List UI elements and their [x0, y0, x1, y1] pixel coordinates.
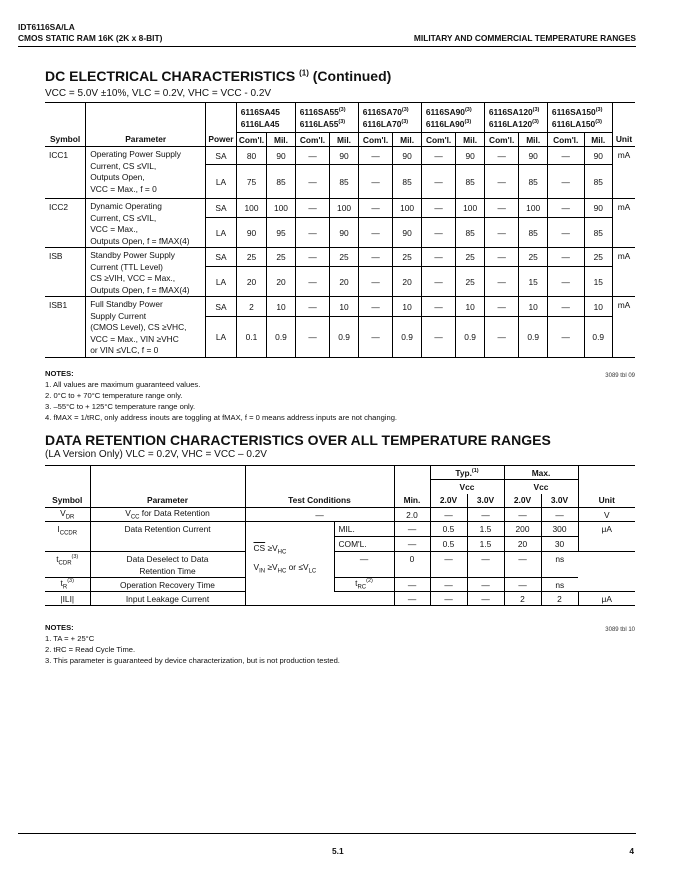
value-cell: —	[358, 267, 393, 297]
col-power: Power	[206, 103, 237, 147]
value-cell: 20	[267, 267, 295, 297]
table-row	[45, 297, 635, 317]
col-vcc: Vcc	[504, 480, 578, 494]
value-cell: —	[295, 165, 330, 199]
cell: 0.5	[430, 522, 467, 537]
cell: —	[394, 537, 430, 552]
part-number: IDT6116SA/LA	[18, 22, 75, 32]
power-cell: LA	[206, 218, 237, 248]
col-max: Max.	[504, 466, 578, 480]
cell: 200	[504, 522, 541, 537]
table-id: 3089 tbl 10	[605, 627, 635, 633]
col-com: Com'l.	[421, 133, 456, 147]
value-cell: —	[547, 317, 584, 357]
cell: —	[504, 508, 541, 522]
value-cell: 25	[456, 248, 484, 267]
col-com: Com'l.	[295, 133, 330, 147]
col-parameter: Parameter	[86, 103, 206, 147]
col-vcc: Vcc	[430, 480, 504, 494]
value-cell: 0.9	[456, 317, 484, 357]
col-com: Com'l.	[358, 133, 393, 147]
power-cell: SA	[206, 199, 237, 218]
value-cell: 25	[393, 248, 421, 267]
notes-title: NOTES:	[45, 369, 74, 378]
value-cell: 90	[456, 147, 484, 165]
cell: $V_{CC}$ for Data Retention	[90, 508, 245, 522]
value-cell: —	[421, 248, 456, 267]
cell: μA	[578, 592, 635, 606]
value-cell: 85	[456, 218, 484, 248]
parameter-cell: Dynamic Operating Current, CS ≤VIL, VCC = Max., Outputs Open, f = fMAX(4)	[86, 199, 206, 248]
symbol-cell: ICC2	[45, 199, 86, 248]
col-mil: Mil.	[330, 133, 358, 147]
table-row	[45, 522, 635, 537]
value-cell: 90	[330, 218, 358, 248]
value-cell: 0.9	[267, 317, 295, 357]
value-cell: —	[358, 317, 393, 357]
value-cell: 10	[267, 297, 295, 317]
value-cell: —	[295, 317, 330, 357]
value-cell: 95	[267, 218, 295, 248]
symbol-cell: ICC1	[45, 147, 86, 199]
value-cell: 75	[236, 165, 267, 199]
cell: COM'L.	[334, 537, 394, 552]
value-cell: —	[295, 199, 330, 218]
value-cell: 90	[584, 199, 612, 218]
col-mil: Mil.	[393, 133, 421, 147]
cell: Data Deselect to Data Retention Time	[90, 552, 245, 578]
col-com: Com'l.	[484, 133, 519, 147]
group-header: 6116SA150$^{(3)}$ 6116LA150$^{(3)}$	[547, 103, 612, 133]
header-rule	[18, 46, 636, 47]
note: 1. All values are maximum guaranteed values.	[45, 380, 201, 389]
cell: $t_{CDR}^{(3)}$	[45, 552, 90, 578]
cell: $t_{RC}^{(2)}$	[334, 578, 394, 592]
cell: 1.5	[467, 537, 504, 552]
value-cell: 80	[236, 147, 267, 165]
cell: V	[578, 508, 635, 522]
col-unit: Unit	[578, 494, 635, 508]
value-cell: 10	[393, 297, 421, 317]
parameter-cell: Standby Power Supply Current (TTL Level) CS ≥VIH, VCC = Max., Outputs Open, f = fMAX(4)	[86, 248, 206, 297]
cell: Data Retention Current	[90, 522, 245, 552]
value-cell: —	[484, 165, 519, 199]
value-cell: 10	[456, 297, 484, 317]
value-cell: 85	[519, 165, 547, 199]
col-3v: 3.0V	[467, 494, 504, 508]
value-cell: 0.9	[519, 317, 547, 357]
value-cell: 90	[267, 147, 295, 165]
value-cell: 15	[584, 267, 612, 297]
cell: —	[541, 508, 578, 522]
col-2v: 2.0V	[504, 494, 541, 508]
value-cell: —	[547, 248, 584, 267]
table-row	[45, 592, 635, 606]
value-cell: 100	[267, 199, 295, 218]
value-cell: —	[358, 199, 393, 218]
dr-table	[45, 465, 635, 606]
dc-table	[45, 102, 635, 358]
value-cell: 0.9	[584, 317, 612, 357]
value-cell: —	[295, 218, 330, 248]
value-cell: —	[547, 147, 584, 165]
cell: 30	[541, 537, 578, 552]
part-description: CMOS STATIC RAM 16K (2K x 8-BIT)	[18, 33, 163, 43]
power-cell: LA	[206, 267, 237, 297]
unit-cell: mA	[612, 199, 635, 248]
cell: Operation Recovery Time	[90, 578, 245, 592]
value-cell: 10	[519, 297, 547, 317]
value-cell: 85	[330, 165, 358, 199]
note: 2. tRC = Read Cycle Time.	[45, 645, 136, 654]
cell: —	[394, 592, 430, 606]
value-cell: 90	[393, 218, 421, 248]
value-cell: 25	[236, 248, 267, 267]
cell: —	[467, 592, 504, 606]
parameter-cell: Full Standby Power Supply Current (CMOS Level), CS ≥VHC, VCC = Max., VIN ≥VHC or VIN ≤VLC, f = 0	[86, 297, 206, 358]
value-cell: —	[295, 267, 330, 297]
parameter-cell: Operating Power Supply Current, CS ≤VIL, Outputs Open, VCC = Max., f = 0	[86, 147, 206, 199]
value-cell: 0.9	[330, 317, 358, 357]
value-cell: —	[484, 199, 519, 218]
value-cell: 25	[330, 248, 358, 267]
table-row	[45, 147, 635, 165]
cell: —	[467, 578, 504, 592]
value-cell: 20	[236, 267, 267, 297]
table-row	[45, 578, 635, 592]
cell: 20	[504, 537, 541, 552]
value-cell: —	[421, 317, 456, 357]
value-cell: —	[421, 218, 456, 248]
dc-conditions: VCC = 5.0V ±10%, VLC = 0.2V, VHC = VCC - 0.2V	[45, 88, 272, 99]
cell: —	[394, 522, 430, 537]
symbol-cell: ISB1	[45, 297, 86, 358]
footer-rule	[18, 833, 636, 834]
cell: 0.5	[430, 537, 467, 552]
value-cell: —	[295, 147, 330, 165]
col-mil: Mil.	[267, 133, 295, 147]
value-cell: —	[421, 165, 456, 199]
value-cell: 10	[330, 297, 358, 317]
cell: —	[430, 592, 467, 606]
value-cell: 25	[267, 248, 295, 267]
group-header: 6116SA55$^{(3)}$ 6116LA55$^{(3)}$	[295, 103, 358, 133]
value-cell: —	[358, 297, 393, 317]
cell: ns	[541, 552, 578, 578]
cell: —	[430, 552, 467, 578]
value-cell: 85	[584, 165, 612, 199]
notes-title: NOTES:	[45, 623, 74, 632]
cell: 1.5	[467, 522, 504, 537]
value-cell: 0.9	[393, 317, 421, 357]
cell: Input Leakage Current	[90, 592, 245, 606]
col-2v: 2.0V	[430, 494, 467, 508]
value-cell: 25	[584, 248, 612, 267]
value-cell: —	[295, 248, 330, 267]
power-cell: SA	[206, 147, 237, 165]
value-cell: 90	[584, 147, 612, 165]
value-cell: —	[358, 248, 393, 267]
value-cell: —	[358, 147, 393, 165]
value-cell: —	[547, 218, 584, 248]
value-cell: 100	[393, 199, 421, 218]
table-row	[45, 199, 635, 218]
cell: —	[394, 578, 430, 592]
col-typ: Typ.$^{(1)}$	[430, 466, 504, 480]
unit-cell: mA	[612, 297, 635, 358]
value-cell: 85	[519, 218, 547, 248]
value-cell: —	[358, 165, 393, 199]
cell: ns	[541, 578, 578, 592]
test-conditions: $\overline{CS} \ge V_{HC}$ $V_{IN} \ge V_{HC}$ or $\le V_{LC}$	[245, 522, 334, 592]
cell: 300	[541, 522, 578, 537]
value-cell: —	[547, 199, 584, 218]
value-cell: —	[484, 147, 519, 165]
group-header: 6116SA70$^{(3)}$ 6116LA70$^{(3)}$	[358, 103, 421, 133]
value-cell: 100	[236, 199, 267, 218]
page-number: 4	[629, 846, 634, 856]
power-cell: SA	[206, 248, 237, 267]
value-cell: —	[295, 297, 330, 317]
col-3v: 3.0V	[541, 494, 578, 508]
cell: μA	[578, 522, 635, 552]
cell: |ILI|	[45, 592, 90, 606]
value-cell: 100	[456, 199, 484, 218]
unit-cell: mA	[612, 248, 635, 297]
value-cell: 25	[456, 267, 484, 297]
col-min: Min.	[394, 494, 430, 508]
cell: 2	[541, 592, 578, 606]
value-cell: —	[484, 267, 519, 297]
cell	[245, 592, 394, 606]
cell: —	[467, 508, 504, 522]
cell: —	[245, 508, 394, 522]
value-cell: 100	[519, 199, 547, 218]
group-header: 6116SA90$^{(3)}$ 6116LA90$^{(3)}$	[421, 103, 484, 133]
value-cell: —	[484, 297, 519, 317]
value-cell: 20	[330, 267, 358, 297]
value-cell: 100	[330, 199, 358, 218]
table-row	[45, 552, 635, 578]
cell: —	[430, 578, 467, 592]
group-header: 6116SA120$^{(3)}$ 6116LA120$^{(3)}$	[484, 103, 547, 133]
dr-section-title: DATA RETENTION CHARACTERISTICS OVER ALL TEMPERATURE RANGES	[45, 432, 551, 448]
cell: —	[334, 552, 394, 578]
value-cell: —	[547, 297, 584, 317]
value-cell: 10	[584, 297, 612, 317]
col-com: Com'l.	[547, 133, 584, 147]
symbol-cell: ISB	[45, 248, 86, 297]
value-cell: 90	[519, 147, 547, 165]
col-symbol: Symbol	[45, 494, 90, 508]
cell: 2.0	[394, 508, 430, 522]
table-row	[45, 248, 635, 267]
cell: —	[430, 508, 467, 522]
col-mil: Mil.	[584, 133, 612, 147]
col-unit: Unit	[612, 103, 635, 147]
col-com: Com'l.	[236, 133, 267, 147]
header-left	[18, 22, 162, 44]
table-id: 3089 tbl 09	[605, 373, 635, 379]
power-cell: LA	[206, 317, 237, 357]
cell: 0	[394, 552, 430, 578]
value-cell: 90	[393, 147, 421, 165]
value-cell: 20	[393, 267, 421, 297]
value-cell: —	[421, 297, 456, 317]
dc-notes	[45, 368, 635, 423]
dr-conditions: (LA Version Only) VLC = 0.2V, VHC = VCC – 0.2V	[45, 449, 267, 460]
dc-section-title: DC ELECTRICAL CHARACTERISTICS $^{(1)}$ (Continued)	[45, 68, 392, 84]
value-cell: —	[421, 199, 456, 218]
value-cell: —	[484, 317, 519, 357]
value-cell: —	[484, 218, 519, 248]
value-cell: 90	[236, 218, 267, 248]
value-cell: 15	[519, 267, 547, 297]
unit-cell: mA	[612, 147, 635, 199]
note: 2. 0°C to + 70°C temperature range only.	[45, 391, 183, 400]
cell: 2	[504, 592, 541, 606]
value-cell: —	[547, 165, 584, 199]
value-cell: 85	[456, 165, 484, 199]
table-row	[45, 508, 635, 522]
dr-notes	[45, 622, 635, 666]
value-cell: 0.1	[236, 317, 267, 357]
header-right: MILITARY AND COMMERCIAL TEMPERATURE RANGES	[413, 33, 636, 43]
cell: —	[504, 578, 541, 592]
value-cell: 25	[519, 248, 547, 267]
cell: —	[504, 552, 541, 578]
col-mil: Mil.	[456, 133, 484, 147]
cell: MIL.	[334, 522, 394, 537]
value-cell: —	[421, 267, 456, 297]
value-cell: —	[484, 248, 519, 267]
col-parameter: Parameter	[90, 494, 245, 508]
value-cell: 2	[236, 297, 267, 317]
group-header: 6116SA45 6116LA45	[236, 103, 295, 133]
footer-section: 5.1	[332, 846, 344, 856]
value-cell: 85	[393, 165, 421, 199]
value-cell: 85	[267, 165, 295, 199]
col-mil: Mil.	[519, 133, 547, 147]
col-test: Test Conditions	[245, 494, 394, 508]
value-cell: —	[421, 147, 456, 165]
note: 3. This parameter is guaranteed by device characterization, but is not production tested.	[45, 656, 340, 665]
power-cell: SA	[206, 297, 237, 317]
note: 4. fMAX = 1/tRC, only address inouts are toggling at fMAX, f = 0 means address inputs are not changing.	[45, 413, 398, 422]
cell: $I_{CCDR}$	[45, 522, 90, 552]
cell: $t_R^{(3)}$	[45, 578, 90, 592]
note: 1. TA = + 25°C	[45, 634, 95, 643]
note: 3. –55°C to + 125°C temperature range only.	[45, 402, 196, 411]
cell: $V_{DR}$	[45, 508, 90, 522]
value-cell: —	[358, 218, 393, 248]
col-symbol: Symbol	[45, 103, 86, 147]
value-cell: 90	[330, 147, 358, 165]
value-cell: —	[547, 267, 584, 297]
cell: —	[467, 552, 504, 578]
value-cell: 85	[584, 218, 612, 248]
power-cell: LA	[206, 165, 237, 199]
